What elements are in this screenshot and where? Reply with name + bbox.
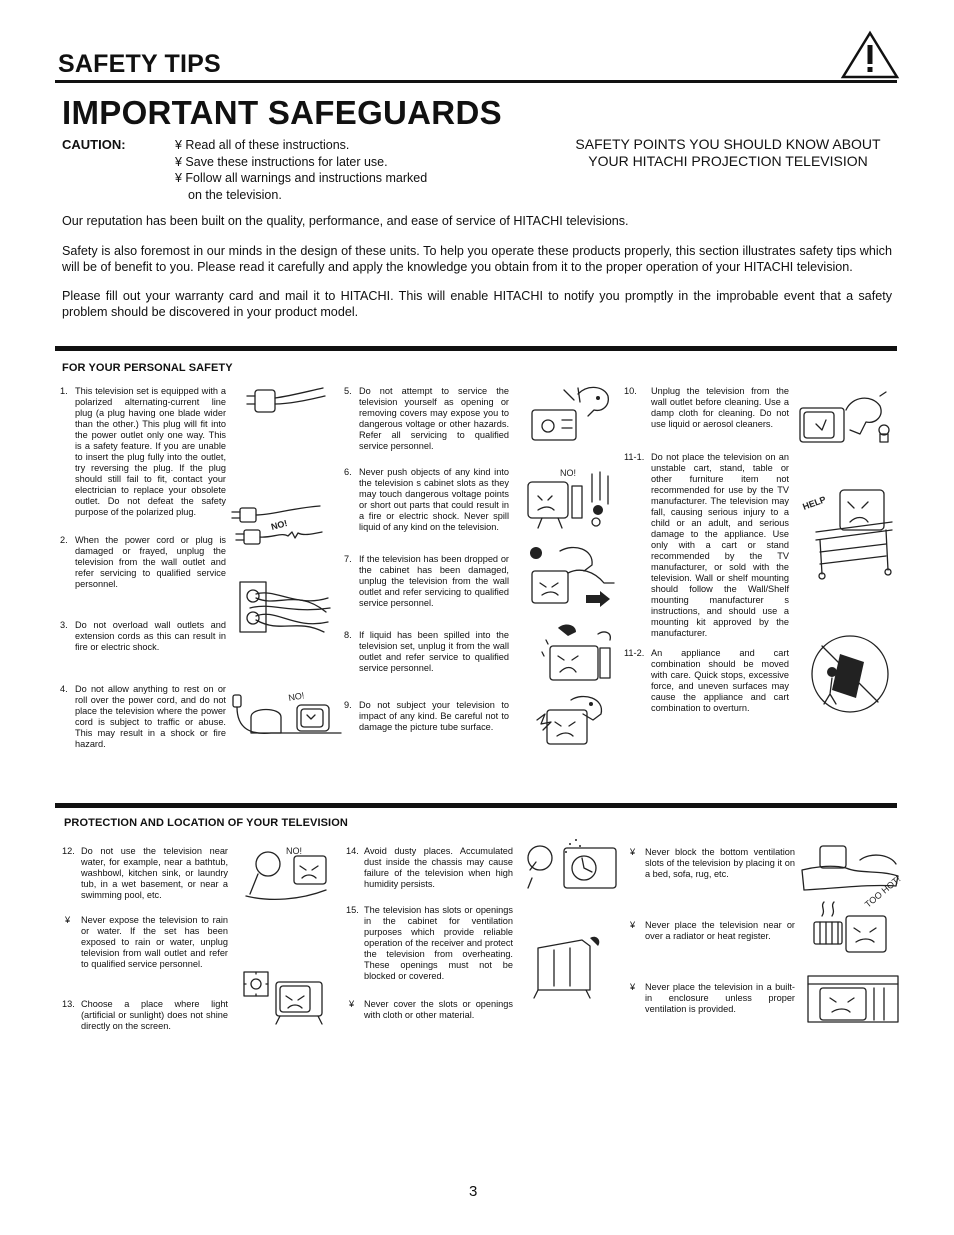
caution-item: ¥ Read all of these instructions. — [175, 138, 350, 152]
polarized-plug-illustration — [245, 378, 327, 428]
too-hot-label: TOO HOT! — [862, 874, 903, 910]
safety-points-line: YOUR HITACHI PROJECTION TELEVISION — [588, 153, 868, 169]
item-text: Never expose the television to rain or water. If the set has been exposed to rain or water, unplug television from wall outlet and refer to qualified service personnel. — [81, 915, 228, 969]
item-text: Choose a place where light (artificial or sunlight) does not shine directly on the screen. — [81, 999, 228, 1031]
frayed-cord-illustration — [232, 498, 324, 550]
item-number: 13. — [62, 999, 75, 1009]
direct-light-illustration — [240, 970, 326, 1024]
list-item — [344, 700, 509, 740]
page-number: 3 — [469, 1183, 478, 1200]
safety-points-line: SAFETY POINTS YOU SHOULD KNOW ABOUT — [575, 136, 881, 152]
item-number: 14. — [346, 846, 359, 856]
item-number: ¥ — [630, 982, 636, 992]
item-number: 12. — [62, 846, 75, 856]
item-text: If liquid has been spilled into the television set, unplug it from the wall outlet and refer service to qualified service personnel. — [359, 630, 509, 673]
caution-label: CAUTION: — [62, 137, 126, 152]
list-item — [62, 846, 228, 906]
item-text: This television set is equipped with a polarized alternating-current line plug (a plug having one blade wider than the other.) This plug will fit into the power outlet only one way. This is a safety feature. If you are unable to insert the plug fully into the outlet, try reversing the plug. If the plug should still fail to fit, contact your electrician to replace your obsolete outlet. Do not defeat the safety purpose of the polarized plug. — [75, 386, 226, 517]
personal-safety-title: FOR YOUR PERSONAL SAFETY — [62, 362, 233, 374]
item-text: Never cover the slots or openings with cloth or other material. — [364, 999, 513, 1020]
section-title: SAFETY TIPS — [58, 50, 221, 78]
caution-list — [175, 137, 427, 203]
list-item — [624, 452, 789, 642]
no-label: NO! — [287, 690, 306, 703]
cart-tip-warning-illustration — [808, 632, 892, 716]
section-rule — [55, 346, 897, 351]
caution-item: ¥ Save these instructions for later use. — [175, 154, 388, 169]
item-number: 6. — [344, 467, 352, 477]
list-item — [630, 847, 795, 887]
dusty-place-illustration — [518, 838, 620, 894]
list-item — [344, 630, 509, 680]
item-text: Unplug the television from the wall outlet before cleaning. Use a damp cloth for cleaning. Do not use liquid or aerosol cleaners. — [651, 386, 789, 429]
item-number: ¥ — [349, 999, 355, 1009]
dropped-television-illustration — [524, 543, 620, 611]
liquid-spill-illustration — [536, 620, 618, 686]
item-number: 5. — [344, 386, 352, 396]
radiator-illustration — [808, 874, 903, 958]
opening-cover-illustration — [518, 380, 618, 448]
item-text: Avoid dusty places. Accumulated dust inside the chassis may cause failure of the television when high humidity persists. — [364, 846, 513, 889]
item-text: If the television has been dropped or the cabinet has been damaged, unplug the television from the wall outlet and refer servicing to qualified service personnel. — [359, 554, 509, 608]
impact-illustration — [527, 690, 615, 752]
warning-triangle-icon — [840, 30, 900, 80]
item-text: Do not subject your television to impact of any kind. Be careful not to damage the picture tube surface. — [359, 700, 509, 732]
list-item — [62, 999, 228, 1039]
objects-in-slots-illustration — [522, 462, 622, 534]
list-item — [62, 915, 228, 985]
item-text: The television has slots or openings in the cabinet for ventilation purposes which provide reliable operation of the receiver and protect the television from overheating. These openings must not be blocked or covered. — [364, 905, 513, 981]
list-item — [630, 982, 795, 1022]
page-title: IMPORTANT SAFEGUARDS — [62, 94, 502, 131]
header-rule — [55, 80, 897, 83]
item-text: Do not place the television on an unstable cart, stand, table or other furniture item not recommended for use by the TV manufacturer. The television may fall, causing serious injury to a child or an adult, and serious damage to the appliance. Use only with a cart or stand recommended by the TV manufacturer, or sold with the television. Wall or shelf mounting should follow the Wall/Shelf mounting manufacturer s instructions, and should use a mounting kit approved by the manufacturer. — [651, 452, 789, 638]
list-item — [624, 386, 789, 436]
item-number: 8. — [344, 630, 352, 640]
intro-paragraph: Our reputation has been built on the quality, performance, and ease of service of HITACHI televisions. — [62, 214, 629, 228]
list-item — [630, 920, 795, 950]
water-hazard-illustration — [240, 842, 332, 904]
list-item — [346, 905, 513, 981]
caution-item: ¥ Follow all warnings and instructions marked — [175, 171, 428, 185]
list-item — [60, 684, 226, 754]
item-text: Do not allow anything to rest on or roll over the power cord, and do not place the television where the power cord is subject to traffic or abuse. This may result in a shock or fire hazard. — [75, 684, 226, 749]
no-label: NO! — [286, 846, 303, 856]
enclosure-illustration — [804, 972, 902, 1026]
item-text: Do not attempt to service the television yourself as opening or removing covers may expose you to dangerous voltage or other hazards. Refer all servicing to qualified service personnel. — [359, 386, 509, 451]
list-item — [60, 620, 226, 650]
covered-slots-illustration — [530, 930, 604, 1000]
list-item — [60, 386, 226, 521]
item-number: 10. — [624, 386, 637, 396]
item-number: 15. — [346, 905, 359, 915]
item-number: 11-2. — [624, 648, 645, 658]
intro-paragraph: Safety is also foremost in our minds in the design of these units. To help you operate these products properly, this section illustrates safety tips which will be of benefit to you. Please read it carefully and apply the knowledge you obtain from it to the proper operation of your HITACHI television. — [62, 244, 892, 274]
item-text: Do not overload wall outlets and extension cords as this can result in fire or electric shock. — [75, 620, 226, 652]
overloaded-outlet-illustration — [236, 578, 332, 638]
caution-item: on the television. — [188, 187, 282, 202]
item-number: 2. — [60, 535, 68, 545]
no-label: NO! — [560, 468, 577, 478]
item-text: Never push objects of any kind into the television s cabinet slots as they may touch dangerous voltage points or short out parts that could result in a fire or electric shock. Never spill liquid of any kind on the television. — [359, 467, 509, 532]
item-number: ¥ — [630, 920, 636, 930]
item-text: Never place the television in a built-in enclosure unless proper ventilation is provided. — [645, 982, 795, 1014]
list-item — [346, 846, 513, 896]
unstable-cart-illustration — [802, 470, 902, 580]
help-label: HELP — [801, 494, 828, 512]
item-number: 3. — [60, 620, 68, 630]
item-text: Never block the bottom ventilation slots of the television by placing it on a bed, sofa, rug, etc. — [645, 847, 795, 879]
item-text: Never place the television near or over a radiator or heat register. — [645, 920, 795, 941]
list-item — [349, 999, 513, 1029]
list-item — [344, 467, 509, 537]
item-number: ¥ — [630, 847, 636, 857]
protection-title: PROTECTION AND LOCATION OF YOUR TELEVISION — [64, 817, 348, 829]
item-number: 11-1. — [624, 452, 645, 462]
item-number: ¥ — [65, 915, 71, 925]
list-item — [344, 554, 509, 614]
item-number: 7. — [344, 554, 352, 564]
item-text: An appliance and cart combination should be moved with care. Quick stops, excessive force, and uneven surfaces may cause the appliance and cart combination to overturn. — [651, 648, 789, 713]
list-item — [344, 386, 509, 451]
item-number: 4. — [60, 684, 68, 694]
item-text: Do not use the television near water, for example, near a bathtub, washbowl, kitchen sink, or laundry tub, in a wet basement, or near a swimming pool, etc. — [81, 846, 228, 900]
item-number: 1. — [60, 386, 68, 396]
list-item — [624, 648, 789, 718]
safety-points-heading — [548, 136, 908, 170]
list-item — [60, 535, 226, 595]
cleaning-illustration — [796, 390, 896, 446]
item-text: When the power cord or plug is damaged or frayed, unplug the television from the wall outlet and refer servicing to qualified service personnel. — [75, 535, 226, 589]
intro-paragraph: Please fill out your warranty card and mail it to HITACHI. This will enable HITACHI to notify you promptly in the improbable event that a safety problem should be discovered in your product model. — [62, 289, 892, 319]
item-number: 9. — [344, 700, 352, 710]
cord-under-object-illustration — [231, 689, 343, 744]
section-rule — [55, 803, 897, 808]
no-label: NO! — [269, 518, 289, 532]
